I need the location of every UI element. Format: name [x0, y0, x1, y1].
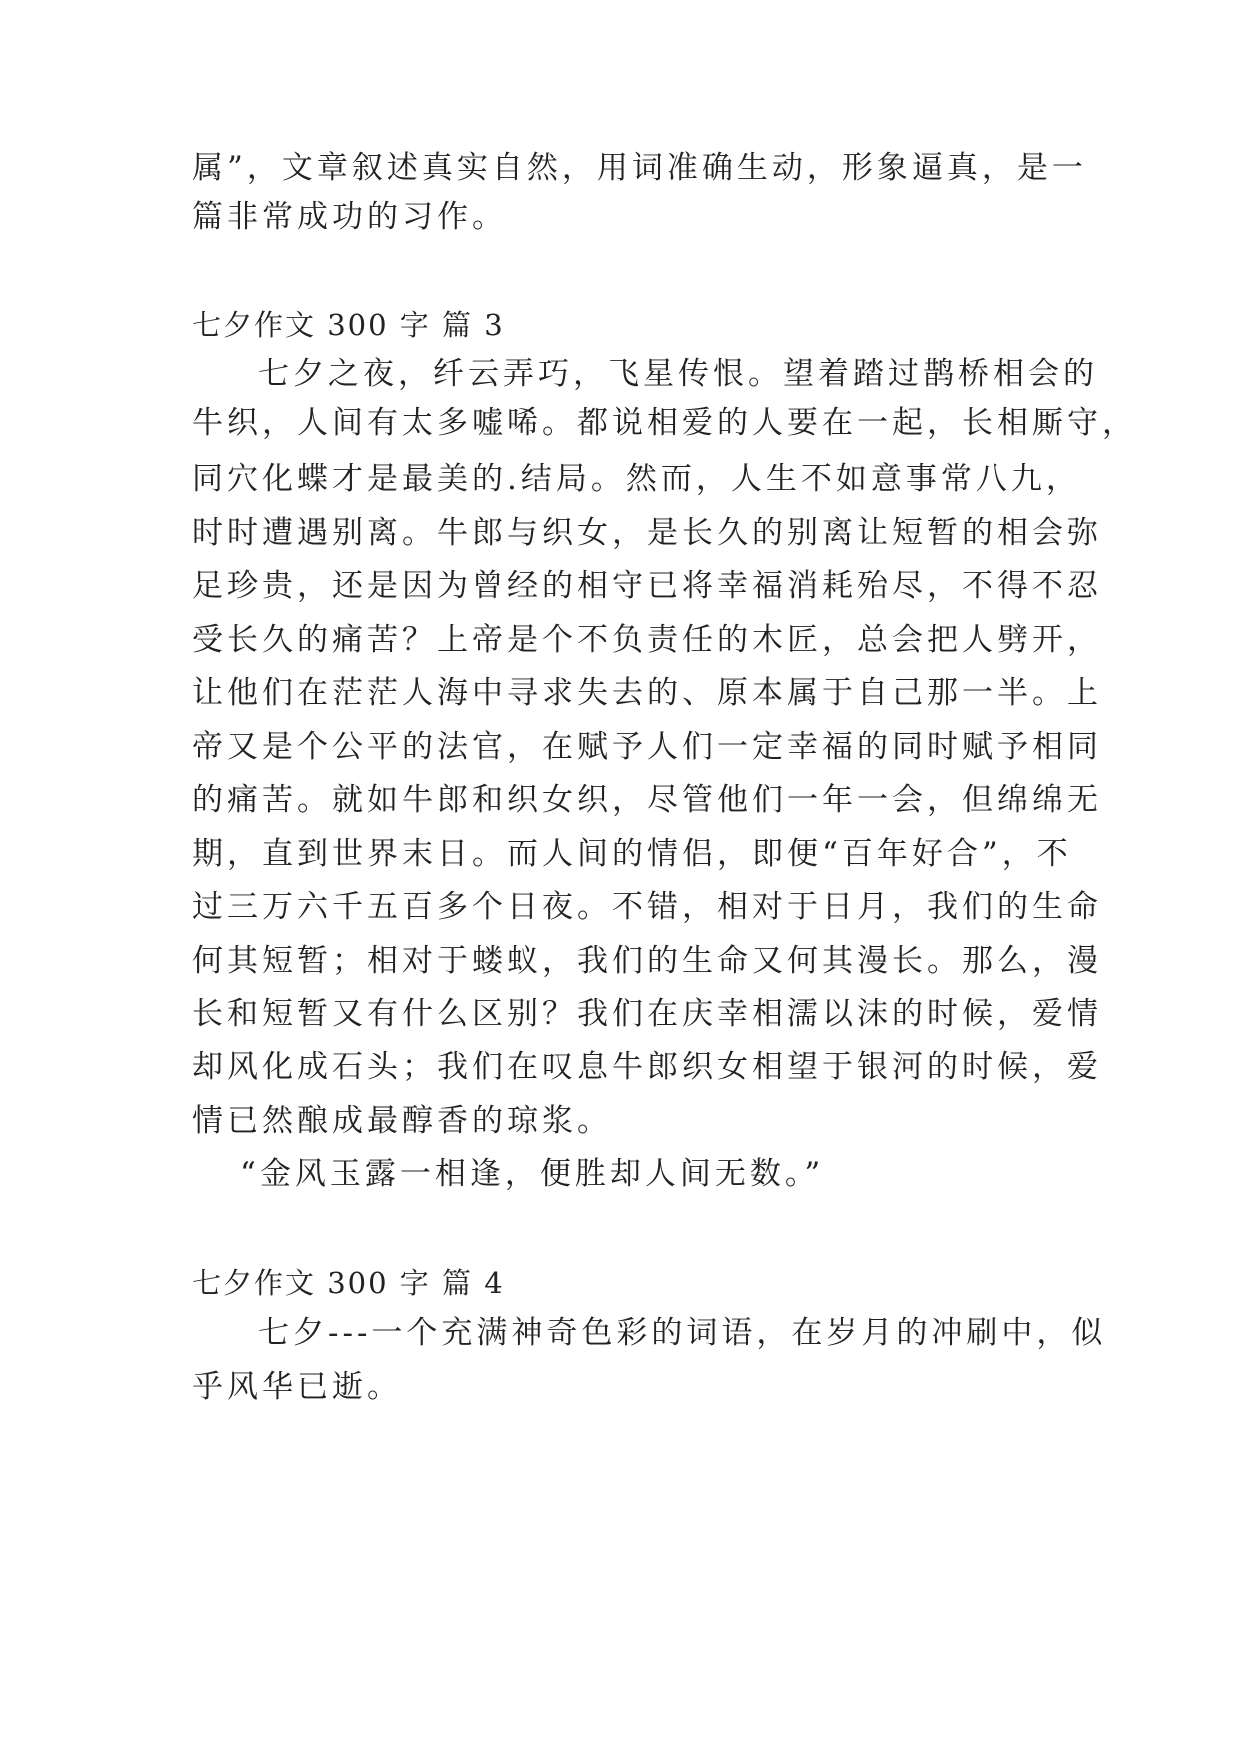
section-3-paragraph-line-2: 牛织，人间有太多嘘唏。都说相爱的人要在一起，长相厮守， [192, 405, 1137, 441]
section-4-heading: 七夕作文 300 字 篇 4 [192, 1266, 505, 1300]
section-3-paragraph-line-6: 受长久的痛苦？上帝是个不负责任的木匠，总会把人劈开， [192, 622, 1102, 658]
section-3-paragraph-line-5: 足珍贵，还是因为曾经的相守已将幸福消耗殆尽，不得不忍 [192, 568, 1102, 604]
section-3-paragraph-line-13: 长和短暂又有什么区别？我们在庆幸相濡以沫的时候，爱情 [192, 996, 1102, 1032]
section-3-paragraph-line-8: 帝又是个公平的法官，在赋予人们一定幸福的同时赋予相同 [192, 729, 1102, 765]
section-4-paragraph-line-2: 乎风华已逝。 [192, 1369, 402, 1405]
section-3-paragraph-line-1: 七夕之夜，纤云弄巧，飞星传恨。望着踏过鹊桥相会的 [258, 356, 1098, 392]
intro-line-2: 篇非常成功的习作。 [192, 199, 507, 235]
section-3-paragraph-line-7: 让他们在茫茫人海中寻求失去的、原本属于自己那一半。上 [192, 675, 1102, 711]
section-3-paragraph-line-4: 时时遭遇别离。牛郎与织女，是长久的别离让短暂的相会弥 [192, 515, 1102, 551]
section-3-paragraph-line-15: 情已然酿成最醇香的琼浆。 [192, 1103, 612, 1139]
section-3-quote: “金风玉露一相逢，便胜却人间无数。” [240, 1156, 825, 1192]
section-3-heading: 七夕作文 300 字 篇 3 [192, 308, 505, 342]
section-3-paragraph-line-10: 期，直到世界末日。而人间的情侣，即便“百年好合”，不 [192, 836, 1072, 872]
section-3-paragraph-line-14: 却风化成石头；我们在叹息牛郎织女相望于银河的时候，爱 [192, 1049, 1102, 1085]
section-4-paragraph-line-1: 七夕---一个充满神奇色彩的词语，在岁月的冲刷中，似 [258, 1315, 1107, 1351]
section-3-paragraph-line-9: 的痛苦。就如牛郎和织女织，尽管他们一年一会，但绵绵无 [192, 782, 1102, 818]
section-3-paragraph-line-11: 过三万六千五百多个日夜。不错，相对于日月，我们的生命 [192, 889, 1102, 925]
intro-line-1: 属”，文章叙述真实自然，用词准确生动，形象逼真，是一 [192, 150, 1087, 186]
section-3-paragraph-line-12: 何其短暂；相对于蝼蚁，我们的生命又何其漫长。那么，漫 [192, 943, 1102, 979]
section-3-paragraph-line-3: 同穴化蝶才是最美的.结局。然而，人生不如意事常八九， [192, 461, 1081, 497]
